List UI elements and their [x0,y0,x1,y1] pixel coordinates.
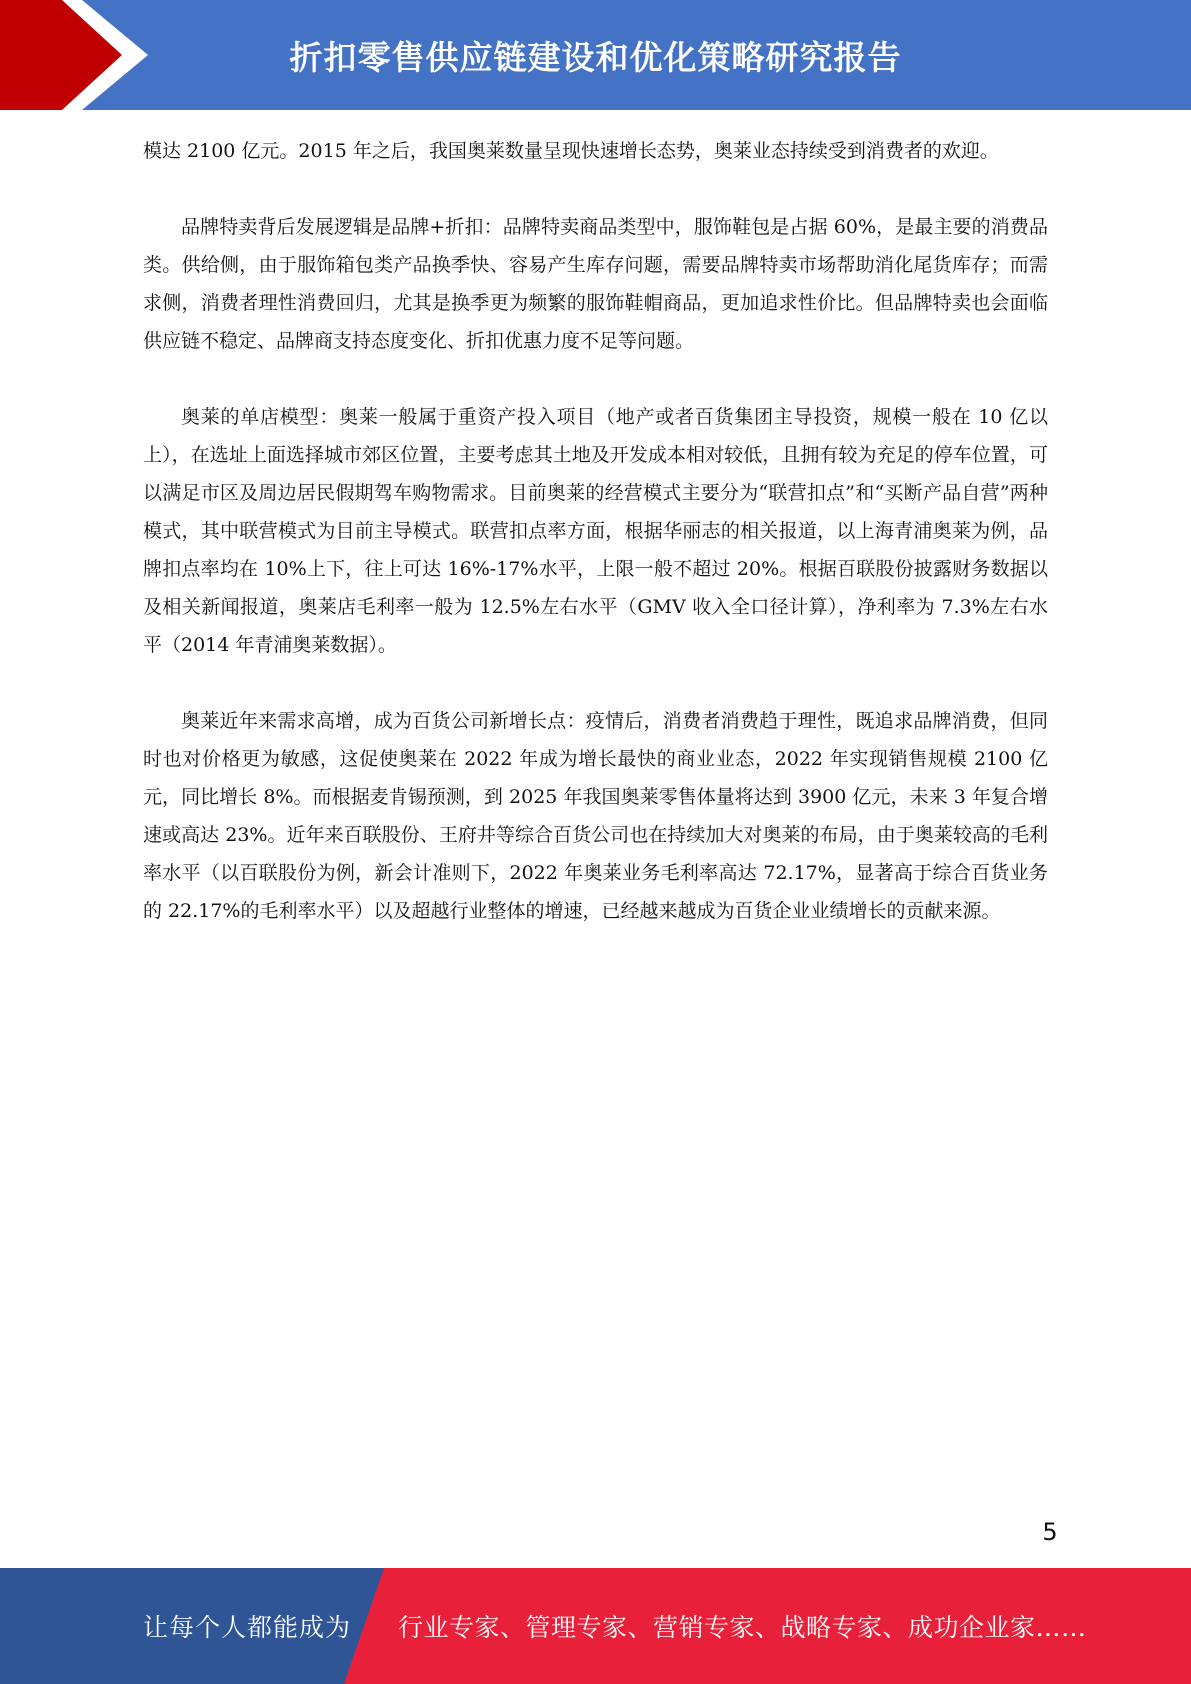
report-title: 折扣零售供应链建设和优化策略研究报告 [289,37,902,77]
footer-band [0,1568,1191,1684]
chevron-arrow-icon [0,0,160,110]
page-number: 5 [1042,1518,1058,1546]
body-text [143,132,1048,968]
footer-slogan-right: 行业专家、管理专家、营销专家、战略专家、成功企业家…… [398,1613,1087,1642]
paragraph-continuation: 模达 2100 亿元。2015 年之后，我国奥莱数量呈现快速增长态势，奥莱业态持续受到消费者的欢迎。 [143,140,999,162]
footer-slogan-left: 让每个人都能成为 [143,1613,352,1642]
paragraph-brand-discount: 品牌特卖背后发展逻辑是品牌+折扣：品牌特卖商品类型中，服饰鞋包是占据 60%，是最主要的消费品类。供给侧，由于服饰箱包类产品换季快、容易产生库存问题，需要品牌特卖市场帮助消化尾货库存；而需求侧，消费者理性消费回归，尤其是换季更为频繁的服饰鞋帽商品，更加追求性价比。但品牌特卖也会面临供应链不稳定、品牌商支持态度变化、折扣优惠力度不足等问题。 [143,216,1048,352]
paragraph-outlet-store-model: 奥莱的单店模型：奥莱一般属于重资产投入项目（地产或者百货集团主导投资，规模一般在 10 亿以上），在选址上面选择城市郊区位置，主要考虑其土地及开发成本相对较低，且拥有较为充足的停车位置，可以满足市区及周边居民假期驾车购物需求。目前奥莱的经营模式主要分为“联营扣点”和“买断产品自营”两种模式，其中联营模式为目前主导模式。联营扣点率方面，根据华丽志的相关报道，以上海青浦奥莱为例，品牌扣点率均在 10%上下，往上可达 16%-17%水平，上限一般不超过 20%。根据百联股份披露财务数据以及相关新闻报道，奥莱店毛利率一般为 12.5%左右水平（GMV 收入全口径计算），净利率为 7.3%左右水平（2014 年青浦奥莱数据）。 [143,406,1048,656]
header-band [0,0,1191,110]
paragraph-outlet-growth: 奥莱近年来需求高增，成为百货公司新增长点：疫情后，消费者消费趋于理性，既追求品牌消费，但同时也对价格更为敏感，这促使奥莱在 2022 年成为增长最快的商业业态，2022 年实现销售规模 2100 亿元，同比增长 8%。而根据麦肯锡预测，到 2025 年我国奥莱零售体量将达到 3900 亿元，未来 3 年复合增速或高达 23%。近年来百联股份、王府井等综合百货公司也在持续加大对奥莱的布局，由于奥莱较高的毛利率水平（以百联股份为例，新会计准则下，2022 年奥莱业务毛利率高达 72.17%，显著高于综合百货业务的 22.17%的毛利率水平）以及超越行业整体的增速，已经越来越成为百货企业业绩增长的贡献来源。 [143,710,1048,922]
